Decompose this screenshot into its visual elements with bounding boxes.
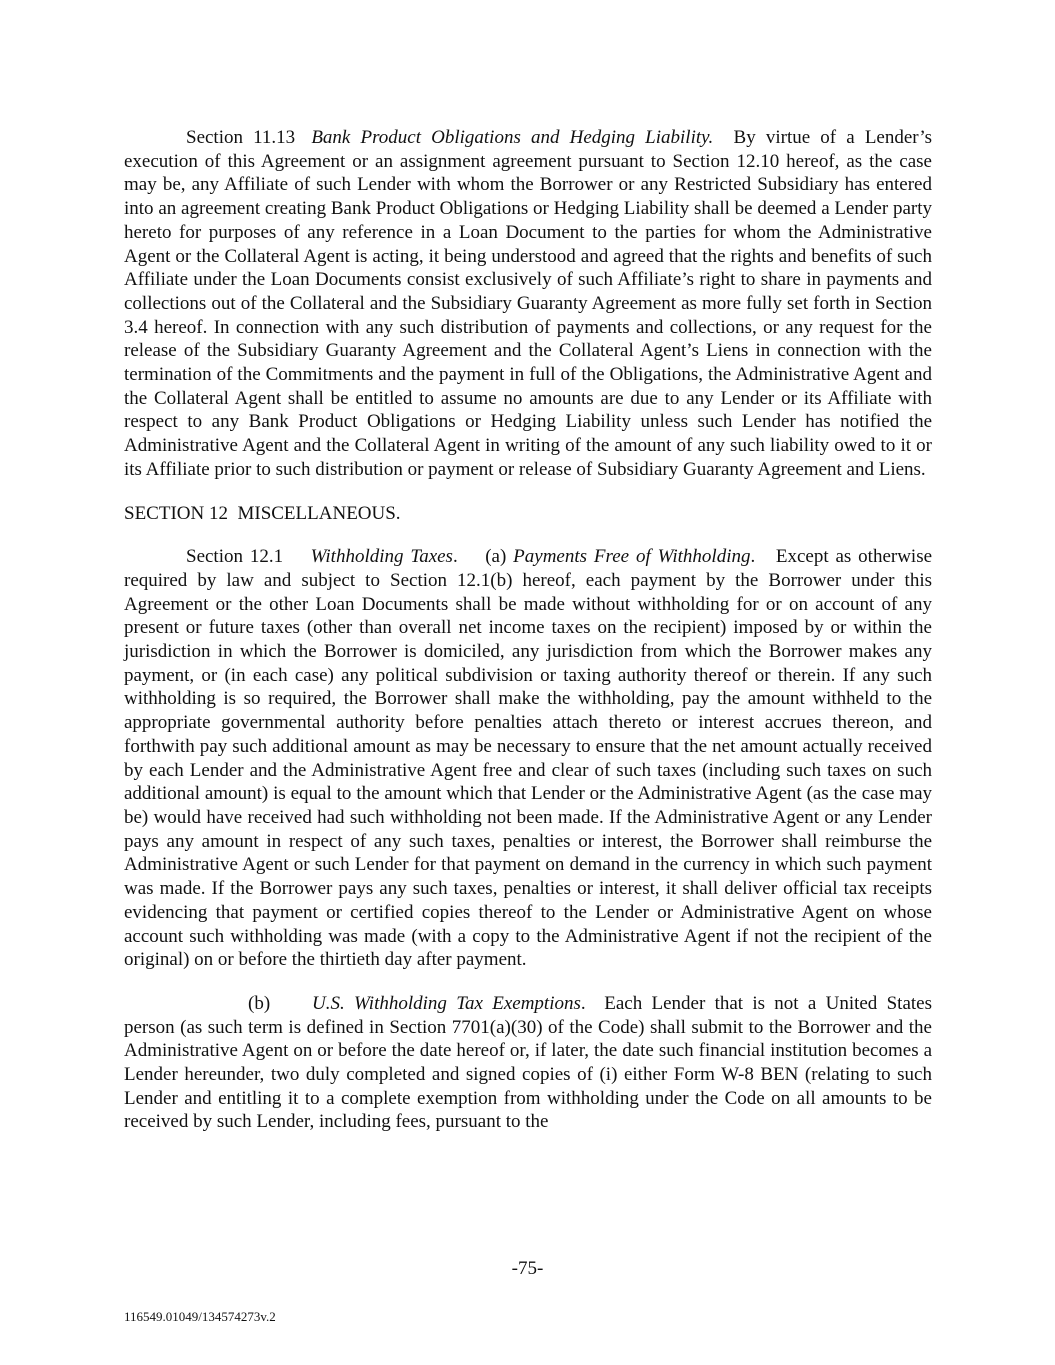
section-11-13-number: Section 11.13 bbox=[186, 127, 296, 148]
section-11-13-title: Bank Product Obligations and Hedging Liability. bbox=[311, 127, 714, 148]
section-12-1-b-title: U.S. Withholding Tax Exemptions bbox=[312, 992, 581, 1014]
document-id: 116549.01049/134574273v.2 bbox=[124, 1309, 276, 1324]
section-11-13-body: By virtue of a Lender’s execution of this Agreement or an assignment agreement pursuant to Section 12.10 hereof, as the case may be, any Affiliate of such Lender with whom the Borrower or any Restricted Subsidiary has entered into an agreement creating Bank Product Obligations or Hedging Liability shall be deemed a Lender party hereto for purposes of any reference in a Loan Document to the parties for whom the Administrative Agent or the Collateral Agent is acting, it being understood and agreed that the rights and benefits of such Affiliate under the Loan Documents consist exclusively of such Affiliate’s right to share in payments and collections out of the Collateral and the Subsidiary Guaranty Agreement as more fully set forth in Section 3.4 hereof. In connection with any such distribution of payments and collections, or any request for the release of the Subsidiary Guaranty Agreement and the Collateral Agent’s Liens in connection with the termination of the Commitments and the payment in full of the Obligations, the Administrative Agent and the Collateral Agent shall be entitled to assume no amounts are due to any Lender or its Affiliate with respect to any Bank Product Obligations or Hedging Liability unless such Lender has notified the Administrative Agent and the Collateral Agent in writing of the amount of any such liability owed to it or its Affiliate prior to such distribution or payment or release of Subsidiary Guaranty Agreement and Liens. bbox=[124, 127, 932, 480]
section-12-1-b-paragraph: (b) U.S. Withholding Tax Exemptions. Each Lender that is not a United States person (as such term is defined in Section 7701(a)(30) of the Code) shall submit to the Borrower and the Administrative Agent on or before the date hereof or, if later, the date such financial institution becomes a Lender hereunder, two duly completed and signed copies of (i) either Form W-8 BEN (relating to such Lender and entitling it to a complete exemption from withholding under the Code on all amounts to be received by such Lender, including fees, pursuant to the bbox=[124, 992, 932, 1133]
section-12-1-paragraph: Section 12.1 Withholding Taxes. (a) Payments Free of Withholding. Except as otherwise required by law and subject to Section 12.1(b) hereof, each payment by the Borrower under this Agreement or the other Loan Documents shall be made without withholding for or on account of any present or future taxes (other than overall net income taxes on the recipient) imposed by or within the jurisdiction in which the Borrower is domiciled, any jurisdiction from which the Borrower makes any payment, or (in each case) any political subdivision or taxing authority thereof or therein. If any such withholding is so required, the Borrower shall make the withholding, pay the amount withheld to the appropriate governmental authority before penalties attach thereto or interest accrues thereon, and forthwith pay such additional amount as may be necessary to ensure that the net amount actually received by each Lender and the Administrative Agent free and clear of such taxes (including such taxes on such additional amount) is equal to the amount which that Lender or the Administrative Agent (as the case may be) would have received had such withholding not been made. If the Administrative Agent or any Lender pays any amount in respect of any such taxes, penalties or interest, the Borrower shall reimburse the Administrative Agent or such Lender for that payment on demand in the currency in which such payment was made. If the Borrower pays any such taxes, penalties or interest, it shall deliver official tax receipts evidencing that payment or certified copies thereof to the Lender or Administrative Agent on whose account such withholding was made (with a copy to the Administrative Agent if not the recipient of the original) on or before the thirtieth day after payment. bbox=[124, 546, 933, 971]
page-number: -75- bbox=[511, 1258, 544, 1279]
section-12-heading: SECTION 12 MISCELLANEOUS. bbox=[124, 502, 401, 524]
document-body bbox=[124, 126, 932, 1134]
section-12-1-a-body: Except as otherwise required by law and subject to Section 12.1(b) hereof, each payment by the Borrower under this Agreement or the other Loan Documents shall be made without withholding for or on account of any present or future taxes (other than overall net income taxes on the recipient) imposed by or within the jurisdiction in which the Borrower is domiciled, any jurisdiction from which the Borrower makes any payment, or (in each case) any political subdivision or taxing authority thereof or therein. If any such withholding is so required, the Borrower shall make the withholding, pay the amount withheld to the appropriate governmental authority before penalties attach thereto or interest accrues thereon, and forthwith pay such additional amount as may be necessary to ensure that the net amount actually received by each Lender and the Administrative Agent free and clear of such taxes (including such taxes on such additional amount) is equal to the amount which that Lender or the Administrative Agent (as the case may be) would have received had such withholding not been made. If the Administrative Agent or any Lender pays any amount in respect of any such taxes, penalties or interest, the Borrower shall reimburse the Administrative Agent or such Lender for that payment on demand in the currency in which such payment was made. If the Borrower pays any such taxes, penalties or interest, it shall deliver official tax receipts evidencing that payment or certified copies thereof to the Lender or Administrative Agent on whose account such withholding was made (with a copy to the Administrative Agent if not the recipient of the original) on or before the thirtieth day after payment. bbox=[124, 546, 933, 971]
section-11-13-paragraph bbox=[124, 126, 932, 482]
section-12-1-title: Withholding Taxes bbox=[310, 546, 453, 568]
section-12-1-a-title: Payments Free of Withholding bbox=[513, 546, 751, 568]
section-12-1-b-body: Each Lender that is not a United States person (as such term is defined in Section 7701(a)(30) of the Code) shall submit to the Borrower and the Administrative Agent on or before the date hereof or, if later, the date such financial institution becomes a Lender hereunder, two duly completed and signed copies of (i) either Form W-8 BEN (relating to such Lender and entitling it to a complete exemption from withholding under the Code on all amounts to be received by such Lender, including fees, pursuant to the bbox=[124, 992, 932, 1133]
section-12-1-number: Section 12.1 bbox=[186, 546, 284, 568]
section-12-1-a-label: (a) bbox=[485, 546, 507, 568]
section-12-1-b-label: (b) bbox=[248, 992, 271, 1014]
